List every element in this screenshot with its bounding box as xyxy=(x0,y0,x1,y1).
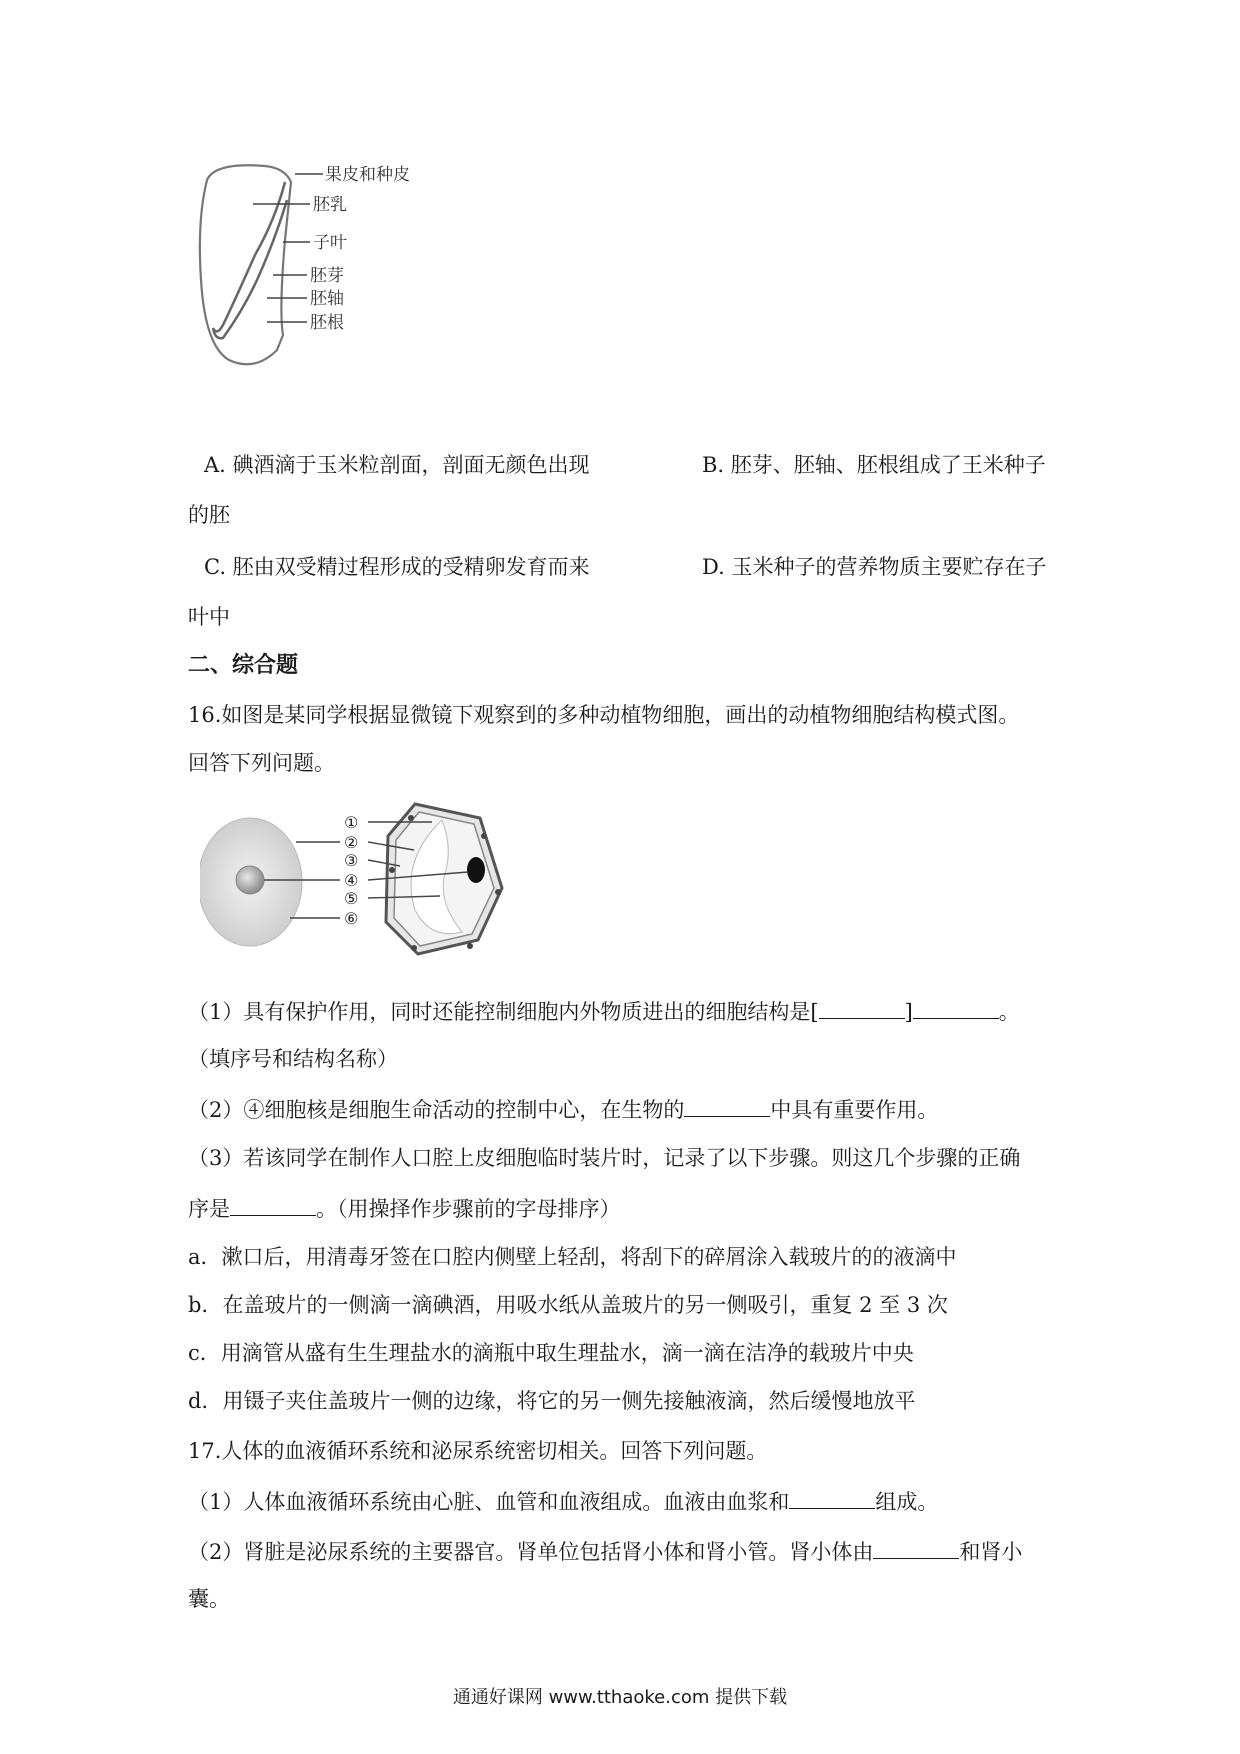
corn-seed-diagram xyxy=(195,160,455,410)
q16-part1-text: （1）具有保护作用，同时还能控制细胞内外物质进出的细胞结构是[ xyxy=(188,1000,819,1024)
q16-part3-line1: （3）若该同学在制作人口腔上皮细胞临时装片时，记录了以下步骤。则这几个步骤的正确 xyxy=(188,1146,1021,1170)
q16-part3-line2 xyxy=(188,1193,621,1224)
period: 。 xyxy=(998,1000,1020,1024)
answer-blank[interactable] xyxy=(819,996,905,1019)
step-a: a．漱口后，用清毒牙签在口腔内侧壁上轻刮，将刮下的碎屑涂入载玻片的的液滴中 xyxy=(188,1245,957,1269)
q16-part1 xyxy=(188,996,1020,1027)
q16-stem-line1: 16.如图是某同学根据显微镜下观察到的多种动植物细胞，画出的动植物细胞结构模式图。 xyxy=(188,703,1020,727)
cell-label-5: ⑤ xyxy=(344,889,359,908)
q17-part1 xyxy=(188,1486,938,1517)
answer-blank[interactable] xyxy=(913,996,999,1019)
cell-label-1: ① xyxy=(344,813,359,832)
step-c: c．用滴管从盛有生生理盐水的滴瓶中取生理盐水，滴一滴在洁净的载玻片中央 xyxy=(188,1341,914,1365)
seed-label-radicle: 胚根 xyxy=(310,313,344,333)
q17-part2-text: （2）肾脏是泌尿系统的主要器官。肾单位包括肾小体和肾小管。肾小体由 xyxy=(188,1540,874,1564)
option-d: D. 玉米种子的营养物质主要贮存在子 xyxy=(702,555,1047,579)
q16-part2 xyxy=(188,1094,938,1125)
cell-label-2: ② xyxy=(344,833,359,852)
cell-structure-diagram xyxy=(200,800,530,960)
seed-label-pericarp: 果皮和种皮 xyxy=(325,165,410,185)
seed-label-hypocotyl: 胚轴 xyxy=(310,289,344,309)
step-d: d．用镊子夹住盖玻片一侧的边缘，将它的另一侧先接触液滴，然后缓慢地放平 xyxy=(188,1389,916,1413)
section-title: 二、综合题 xyxy=(188,652,299,678)
page-footer: 通通好课网 www.tthaoke.com 提供下载 xyxy=(452,1687,788,1708)
q17-part2-cont: 囊。 xyxy=(188,1587,230,1611)
cell-label-4: ④ xyxy=(344,871,359,890)
answer-blank[interactable] xyxy=(230,1193,316,1216)
q17-stem: 17.人体的血液循环系统和泌尿系统密切相关。回答下列问题。 xyxy=(188,1439,768,1463)
q17-part2-suffix: 和肾小 xyxy=(959,1540,1023,1564)
q16-part3-prefix: 序是 xyxy=(188,1197,230,1221)
option-a-cont: 的胚 xyxy=(188,503,230,527)
seed-label-endosperm: 胚乳 xyxy=(313,195,347,215)
q16-part2-text: （2）④细胞核是细胞生命活动的控制中心，在生物的 xyxy=(188,1098,685,1122)
answer-blank[interactable] xyxy=(873,1536,959,1559)
answer-blank[interactable] xyxy=(684,1094,770,1117)
q16-stem-line2: 回答下列问题。 xyxy=(188,751,335,775)
q16-part3-suffix: 。（用操择作步骤前的字母排序） xyxy=(316,1197,621,1221)
seed-label-cotyledon: 子叶 xyxy=(313,233,347,253)
step-b: b．在盖玻片的一侧滴一滴碘酒，用吸水纸从盖玻片的另一侧吸引，重复 2 至 3 次 xyxy=(188,1293,948,1317)
q17-part1-suffix: 组成。 xyxy=(875,1490,939,1514)
option-b: B. 胚芽、胚轴、胚根组成了王米种子 xyxy=(702,453,1046,477)
q16-part1-note: （填序号和结构名称） xyxy=(188,1047,398,1071)
bracket-close: ] xyxy=(904,1000,913,1024)
option-a: A. 碘酒滴于玉米粒剖面，剖面无颜色出现 xyxy=(204,453,590,477)
option-c-cont: 叶中 xyxy=(188,605,230,629)
cell-label-3: ③ xyxy=(344,851,359,870)
q16-part2-suffix: 中具有重要作用。 xyxy=(770,1098,939,1122)
cell-label-6: ⑥ xyxy=(344,909,359,928)
answer-blank[interactable] xyxy=(789,1486,875,1509)
seed-label-plumule: 胚芽 xyxy=(310,266,344,286)
option-c: C. 胚由双受精过程形成的受精卵发育而来 xyxy=(204,555,590,579)
q17-part1-text: （1）人体血液循环系统由心脏、血管和血液组成。血液由血浆和 xyxy=(188,1490,790,1514)
q17-part2 xyxy=(188,1536,1022,1567)
